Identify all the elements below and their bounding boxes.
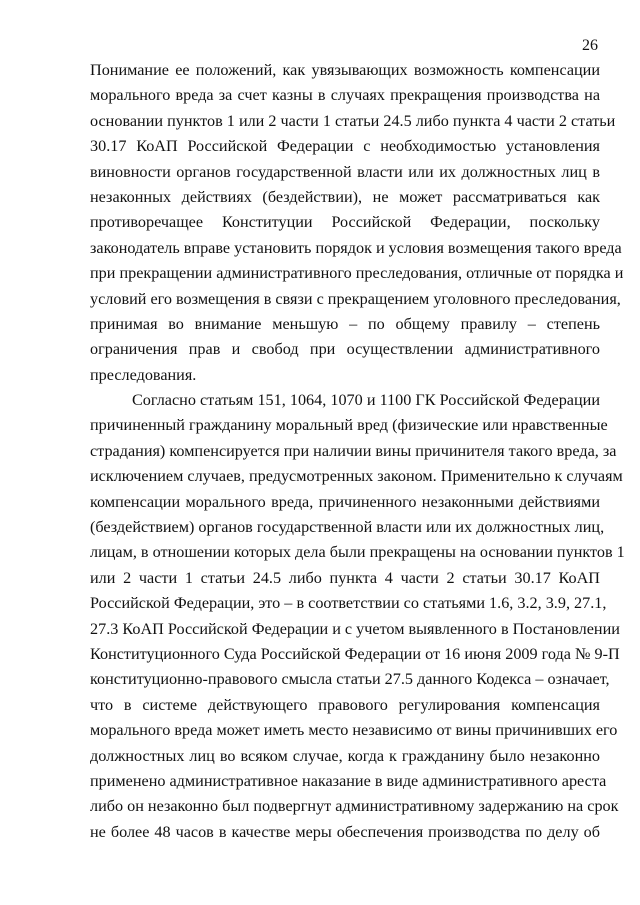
text-line: незаконных действиях (бездействии), не может рассматриваться как [90, 187, 600, 206]
page-number: 26 [582, 37, 598, 54]
text-line: (бездействием) органов государственной власти или их должностных лиц, [90, 518, 605, 537]
text-line: применено административное наказание в виде административного ареста [90, 771, 607, 790]
text-line: 27.3 КоАП Российской Федерации и с учетом выявленного в Постановлении [90, 619, 620, 638]
text-line: или 2 части 1 статьи 24.5 либо пункта 4 части 2 статьи 30.17 КоАП [90, 568, 600, 587]
text-line: основании пунктов 1 или 2 части 1 статьи 24.5 либо пункта 4 части 2 статьи [90, 111, 616, 130]
text-line: преследования. [90, 365, 197, 384]
text-line: Согласно статьям 151, 1064, 1070 и 1100 ГК Российской Федерации [132, 391, 600, 410]
text-line: законодатель вправе установить порядок и условия возмещения такого вреда [90, 238, 622, 257]
text-line: морального вреда за счет казны в случаях прекращения производства на [90, 86, 600, 105]
text-line: страдания) компенсируется при наличии вины причинителя такого вреда, за [90, 441, 617, 460]
text-line: причиненный гражданину моральный вред (физические или нравственные [90, 416, 608, 435]
paragraph-2 [90, 388, 625, 845]
text-line: конституционно-правового смысла статьи 27.5 данного Кодекса – означает, [90, 670, 610, 689]
text-line: компенсации морального вреда, причиненного незаконными действиями [90, 492, 600, 511]
text-line: Понимание ее положений, как увязывающих возможность компенсации [90, 61, 600, 79]
text-line: ограничения прав и свобод при осуществлении административного [90, 340, 600, 359]
text-line: 30.17 КоАП Российской Федерации с необходимостью установления [90, 137, 600, 156]
text-line: виновности органов государственной власти или их должностных лиц в [90, 162, 600, 181]
text-line: что в системе действующего правового регулирования компенсация [90, 695, 600, 714]
text-line: противоречащее Конституции Российской Федерации, поскольку [90, 213, 600, 232]
text-line: принимая во внимание меньшую – по общему правилу – степень [90, 314, 600, 333]
text-line: исключением случаев, предусмотренных законом. Применительно к случаям [90, 467, 623, 486]
text-line: условий его возмещения в связи с прекращением уголовного преследования, [90, 289, 621, 308]
text-line: Конституционного Суда Российской Федерации от 16 июня 2009 года № 9-П [90, 644, 620, 663]
paragraph-1 [90, 58, 624, 388]
text-line: не более 48 часов в качестве меры обеспечения производства по делу об [90, 822, 600, 841]
text-line: лицам, в отношении которых дела были прекращены на основании пунктов 1 [90, 543, 625, 562]
document-body [90, 58, 625, 845]
text-line: должностных лиц во всяком случае, когда к гражданину было незаконно [90, 746, 600, 765]
text-line: Российской Федерации, это – в соответствии со статьями 1.6, 3.2, 3.9, 27.1, [90, 594, 607, 613]
text-line: при прекращении административного преследования, отличные от порядка и [90, 264, 624, 283]
text-line: либо он незаконно был подвергнут административному задержанию на срок [90, 797, 619, 816]
text-line: морального вреда может иметь место независимо от вины причинивших его [90, 721, 618, 740]
